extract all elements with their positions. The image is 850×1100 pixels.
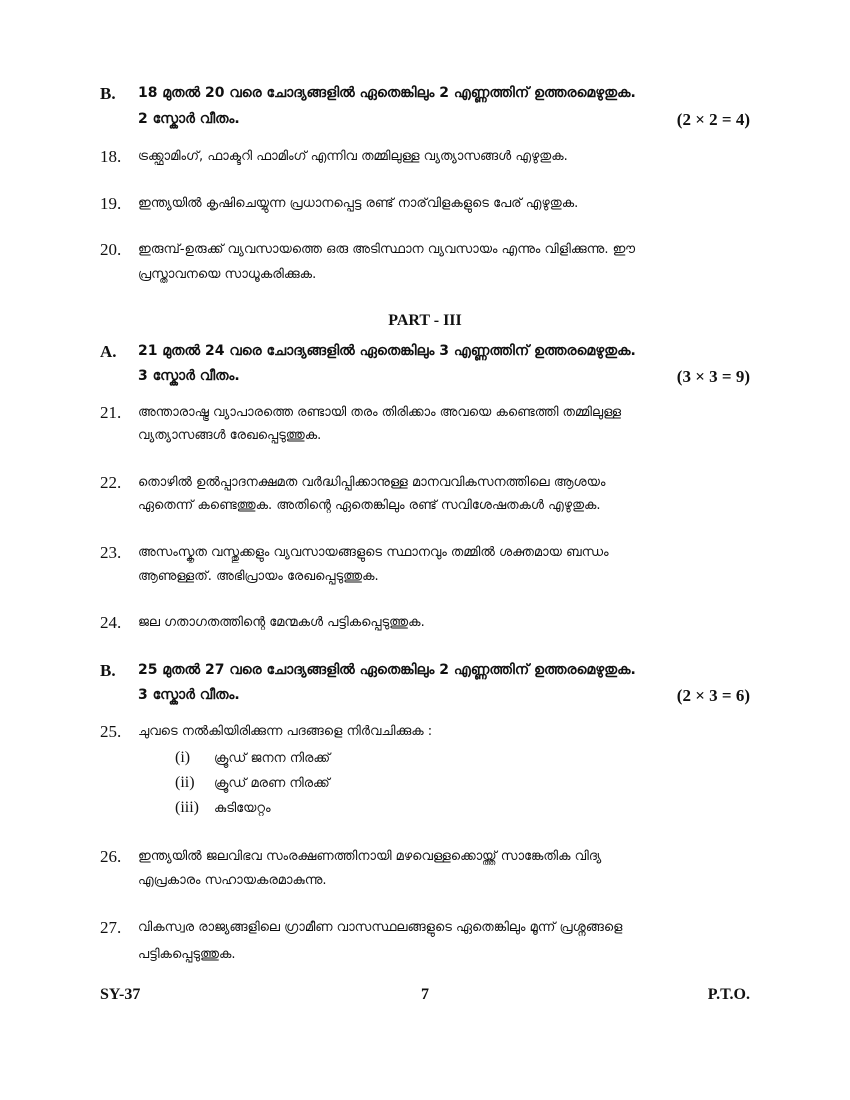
question-number: 18.	[100, 147, 122, 166]
section-letter: B.	[100, 84, 116, 103]
question-number: 21.	[100, 403, 122, 422]
section-instruction: 25 മുതൽ 27 വരെ ചോദ്യങ്ങളിൽ ഏതെങ്കിലും 2 എണ്ണത്തിന് ഉത്തരമെഴുതുക.	[138, 662, 636, 678]
question-text: ചുവടെ നൽകിയിരിക്കുന്ന പദങ്ങളെ നിർവചിക്കുക :	[138, 724, 433, 739]
question-number: 20.	[100, 240, 122, 259]
question-text: പ്രസ്താവനയെ സാധൂകരിക്കുക.	[138, 267, 317, 282]
question-number: 19.	[100, 194, 122, 213]
question-text: ഏതെന്ന് കണ്ടെത്തുക. അതിന്റെ ഏതെങ്കിലും രണ്ട് സവിശേഷതകൾ എഴുതുക.	[138, 498, 601, 513]
sub-item-label: (iii)	[175, 799, 199, 816]
paper-code: SY-37	[100, 986, 141, 1003]
question-text: വികസ്വര രാജ്യങ്ങളിലെ ഗ്രാമീണ വാസസ്ഥലങ്ങളുടെ ഏതെങ്കിലും മൂന്ന് പ്രശ്നങ്ങളെ	[138, 920, 623, 935]
question-text: ഇന്ത്യയിൽ കൃഷിചെയ്യുന്ന പ്രധാനപ്പെട്ട രണ്ട് നാര്‌വിളകളുടെ പേര് എഴുതുക.	[138, 196, 579, 211]
section-letter: A.	[100, 342, 117, 361]
page-number: 7	[421, 986, 429, 1003]
section-marks: (2 × 3 = 6)	[676, 686, 750, 705]
question-number: 22.	[100, 473, 122, 492]
question-text: ട്രക്ക്ഫാമിംഗ്, ഫാക്ടറി ഫാമിംഗ് എന്നിവ തമ്മിലുള്ള വ്യത്യാസങ്ങൾ എഴുതുക.	[138, 149, 568, 164]
sub-item-label: (i)	[175, 749, 191, 766]
question-number: 23.	[100, 543, 122, 562]
section-marks: (3 × 3 = 9)	[676, 367, 750, 386]
section-score-note: 3 സ്കോർ വീതം.	[138, 687, 240, 703]
question-text: എപ്രകാരം സഹായകരമാകുന്നു.	[138, 873, 327, 888]
question-text: അന്താരാഷ്ട്ര വ്യാപാരത്തെ രണ്ടായി തരം തിരിക്കാം അവയെ കണ്ടെത്തി തമ്മിലുള്ള	[138, 405, 622, 420]
question-number: 25.	[100, 722, 122, 741]
section-marks: (2 × 2 = 4)	[676, 110, 750, 129]
section-letter: B.	[100, 661, 116, 680]
section-instruction: 21 മുതൽ 24 വരെ ചോദ്യങ്ങളിൽ ഏതെങ്കിലും 3 എണ്ണത്തിന് ഉത്തരമെഴുതുക.	[138, 343, 636, 359]
question-text: പട്ടികപ്പെടുത്തുക.	[138, 947, 236, 962]
question-text: തൊഴിൽ ഉൽപ്പാദനക്ഷമത വർദ്ധിപ്പിക്കാനുള്ള മാനവവികസനത്തിലെ ആശയം	[138, 475, 606, 490]
question-text: വ്യത്യാസങ്ങൾ രേഖപ്പെടുത്തുക.	[138, 428, 322, 443]
question-text: ഇരുമ്പ്-ഉരുക്ക് വ്യവസായത്തെ ഒരു അടിസ്ഥാന വ്യവസായം എന്നും വിളിക്കുന്നു. ഈ	[138, 242, 636, 257]
pto-marker: P.T.O.	[707, 986, 750, 1003]
sub-item-text: ക്രൂഡ് ജനന നിരക്ക്	[214, 751, 331, 766]
question-text: ജല ഗതാഗതത്തിന്റെ മേന്മകൾ പട്ടികപ്പെടുത്തുക.	[138, 615, 425, 630]
question-number: 24.	[100, 613, 122, 632]
section-score-note: 3 സ്കോർ വീതം.	[138, 368, 240, 384]
question-number: 26.	[100, 847, 122, 866]
sub-item-label: (ii)	[175, 774, 195, 791]
question-text: ആണുള്ളത്. അഭിപ്രായം രേഖപ്പെടുത്തുക.	[138, 569, 379, 584]
sub-item-text: ക്രൂഡ് മരണ നിരക്ക്	[214, 776, 330, 791]
question-text: അസംസ്കൃത വസ്തുക്കളും വ്യവസായങ്ങളുടെ സ്ഥാനവും തമ്മിൽ ശക്തമായ ബന്ധം	[138, 545, 609, 560]
sub-item-text: കുടിയേറ്റം	[214, 801, 271, 816]
question-text: ഇന്ത്യയിൽ ജലവിഭവ സംരക്ഷണത്തിനായി മഴവെള്ളക്കൊയ്ത്ത് സാങ്കേതിക വിദ്യ	[138, 849, 602, 864]
section-score-note: 2 സ്കോർ വീതം.	[138, 111, 240, 127]
section-instruction: 18 മുതൽ 20 വരെ ചോദ്യങ്ങളിൽ ഏതെങ്കിലും 2 എണ്ണത്തിന് ഉത്തരമെഴുതുക.	[138, 85, 636, 101]
question-number: 27.	[100, 918, 122, 937]
part-heading: PART - III	[388, 312, 462, 329]
